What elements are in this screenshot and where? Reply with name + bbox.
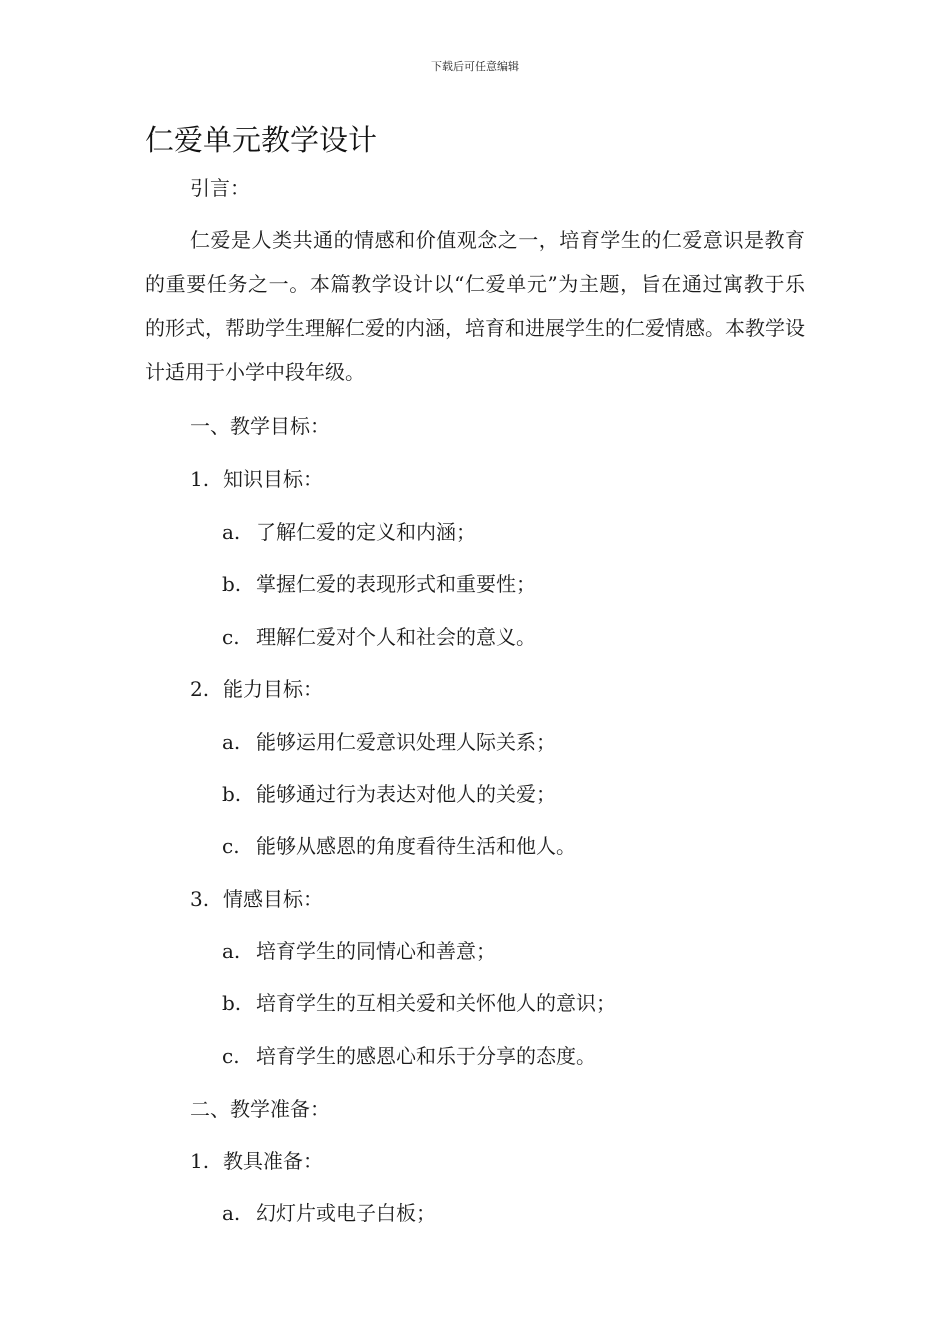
sub-item [222,1197,436,1226]
sub-item-mark: b. [222,782,242,806]
item-number: 2. [190,677,210,701]
sub-item-mark: c. [222,625,240,649]
sub-item [222,830,576,859]
sub-item [222,516,476,545]
item-label: 教具准备： [223,1149,323,1173]
sub-item-mark: a. [222,520,241,544]
sub-item [222,621,536,650]
sub-item-mark: b. [222,991,242,1015]
sub-item-mark: a. [222,730,241,754]
sub-item-mark: a. [222,939,241,963]
sub-item-mark: b. [222,572,242,596]
item-label: 知识目标： [223,467,323,491]
sub-item-text: 培育学生的互相关爱和关怀他人的意识； [256,991,616,1015]
list-item [190,1145,323,1174]
intro-paragraph: 仁爱是人类共通的情感和价值观念之一，培育学生的仁爱意识是教育的重要任务之一。本篇教学设计以“仁爱单元”为主题，旨在通过寓教于乐的形式，帮助学生理解仁爱的内涵，培育和进展学生的仁爱情感。本教学设计适用于小学中段年级。 [145,228,805,384]
sub-item-text: 掌握仁爱的表现形式和重要性； [256,572,536,596]
sub-item [222,568,536,597]
sub-item-text: 培育学生的感恩心和乐于分享的态度。 [256,1044,596,1068]
sub-item [222,726,556,755]
document-title: 仁爱单元教学设计 [145,123,378,157]
sub-item-mark: a. [222,1201,241,1225]
sub-item-text: 能够通过行为表达对他人的关爱； [256,782,556,806]
intro-label: 引言： [190,176,250,200]
sub-item-text: 能够从感恩的角度看待生活和他人。 [256,834,576,858]
sub-item-text: 理解仁爱对个人和社会的意义。 [256,625,536,649]
sub-item-mark: c. [222,834,240,858]
item-number: 1. [190,1149,210,1173]
section-heading: 二、教学准备： [190,1097,330,1121]
header-note: 下载后可任意编辑 [431,60,519,73]
section-heading: 一、教学目标： [190,414,330,438]
list-item [190,463,323,492]
sub-item-text: 了解仁爱的定义和内涵； [256,520,476,544]
sub-item-text: 能够运用仁爱意识处理人际关系； [256,730,556,754]
list-item [190,673,323,702]
sub-item [222,778,556,807]
sub-item-text: 幻灯片或电子白板； [256,1201,436,1225]
sub-item-text: 培育学生的同情心和善意； [256,939,496,963]
sub-item [222,1040,596,1069]
item-label: 情感目标： [223,887,323,911]
sub-item-mark: c. [222,1044,240,1068]
list-item [190,883,323,912]
sub-item [222,935,496,964]
item-number: 3. [190,887,210,911]
item-label: 能力目标： [223,677,323,701]
sub-item [222,987,616,1016]
item-number: 1. [190,467,210,491]
